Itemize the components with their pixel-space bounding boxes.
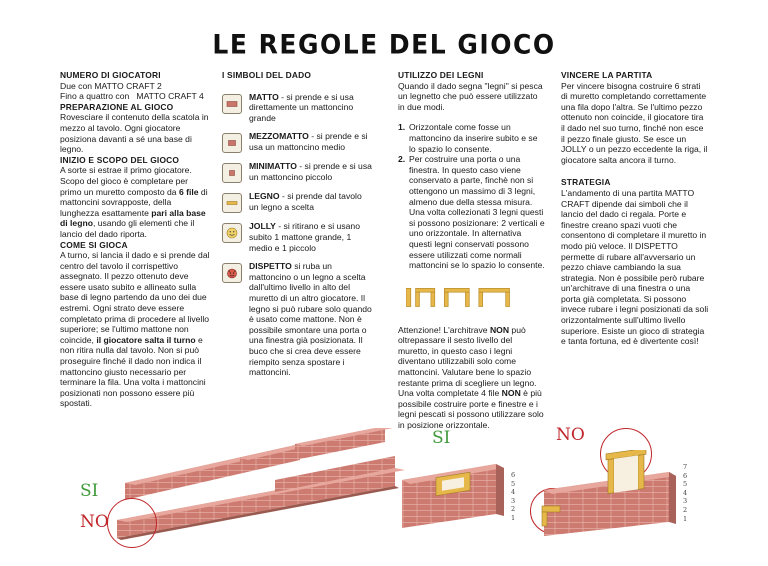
wall-window-illustration — [396, 450, 508, 530]
attenzione-text: Attenzione! L'architrave NON può oltrepassare il sesto livello del muretto, in questo caso i legni diventano utilizzabili solo come mattoncini. Valutare bene lo spazio restante prima di scegliere un legno. Una volta completate 4 file NON è più possibile costruire porte e finestre e i legni pescati si possono utilizzare solo in posizione orizzontale. — [398, 324, 544, 431]
smiley-icon — [222, 223, 242, 243]
dice-matto: MATTO - si prende e si usa direttamente un mattoncino grande — [222, 92, 372, 124]
devil-icon — [222, 263, 242, 283]
heading-numero: NUMERO DI GIOCATORI — [60, 70, 161, 80]
vincere-text: Per vincere bisogna costruire 6 strati di muretto completando correttamente una fila dopo l'altra. Se l'ultimo pezzo ottenuto non coincide, il giocatore tira il dado nel suo turno, finché non esce il pezzo finale giusto. Se esce un JOLLY o un pezzo eccedente la riga, il giocatore salta ancora il turno. — [561, 80, 708, 165]
brick-medium-icon — [222, 133, 242, 153]
wood-pieces-illustration — [406, 285, 545, 307]
level-scale-right: 7 6 5 4 3 2 1 — [683, 463, 688, 523]
error-circle-left — [107, 498, 157, 548]
legni-item-1: 1. Orizzontale come fosse un mattoncino da inserire subito e se lo spazio lo consente. — [398, 122, 538, 154]
label-no-right: NO — [556, 425, 585, 445]
label-si-left: SI — [80, 481, 99, 501]
heading-come-si-gioca: COME SI GIOCA — [60, 239, 128, 250]
wood-icon — [222, 193, 242, 213]
heading-strategia: STRATEGIA — [561, 177, 611, 188]
heading-legni: UTILIZZO DEI LEGNI — [398, 70, 484, 80]
dice-legno: LEGNO - si prende dal tavolo un legno a scelta — [222, 191, 372, 213]
dice-dispetto: DISPETTO si ruba un mattoncino o un legno a scelta dall'ultimo livello in alto del muretto di un altro giocatore. Il legno si può rubare solo quando è usato come mattone. Non è possibile smontare una porta o una finestra già posizionata. Il buco che si crea deve essere riempito senza spostare i mattoncini. — [222, 261, 372, 378]
strategia-text: L'andamento di una partita MATTO CRAFT dipende dai simboli che il lancio del dado ci regala. Porte e finestre creano spazi vuoti che consentono di completare il muretto in modo più veloce. Il DISPETTO permette di rubare all'avversario un pezzo chiave cambiando la sua strategia. Non è possibile però rubare un'architrave di una finestra o una porta già completata. Si possono invece rubare i legni posizionati da soli orizzontalmente sull'ultimo livello superiore. Esiste un gioco di strategia e tanta fortuna, ed è divertente così! — [561, 187, 709, 347]
legni-intro: Quando il dado segna "legni" si pesca un legnetto che può essere utilizzato in due modi. — [398, 80, 543, 112]
inizio-text: A sorte si estrae il primo giocatore. Scopo del gioco è completare per primo un muretto composto da 6 file di mattoncini sovrapposte, della lunghezza esattamente pari alla base di legno, usando gli elementi che il lancio del dado riporta. — [60, 165, 208, 239]
heading-simboli: I SIMBOLI DEL DADO — [222, 70, 312, 80]
heading-inizio: INIZIO E SCOPO DEL GIOCO — [60, 154, 180, 165]
column-dice-symbols — [222, 70, 372, 378]
level-scale-middle: 6 5 4 3 2 1 — [511, 471, 516, 522]
brick-small-icon — [222, 163, 242, 183]
label-si-middle: SI — [432, 428, 451, 448]
dice-jolly: JOLLY - si ritirano e si usano subito 1 mattone grande, 1 medio e 1 piccolo — [222, 221, 372, 253]
brick-large-icon — [222, 94, 242, 114]
label-no-left: NO — [80, 512, 109, 532]
column-vincere — [561, 70, 709, 347]
numero-line-1: Due con MATTO CRAFT 2 — [60, 80, 162, 91]
wall-window-wrong-illustration — [534, 450, 684, 540]
column-rules-basics — [60, 70, 210, 409]
legni-item-2: 2. Per costruire una porta o una finestra. In questo caso viene conservato a parte, finchè non si ottengono un massimo di 3 legni, almeno due della stessa misura. Una volta collezionati 3 legni questi si possono posizionare: 2 verticali e uno orizzontale. In alternativa questi legni conservati possono essere utilizzati come normali mattoncini se lo spazio lo consente. — [398, 154, 545, 271]
column-legni — [398, 70, 545, 431]
heading-vincere: VINCERE LA PARTITA — [561, 70, 653, 80]
heading-preparazione: PREPARAZIONE AL GIOCO — [60, 101, 174, 112]
dice-minimatto: MINIMATTO - si prende e si usa un mattoncino piccolo — [222, 161, 372, 183]
come-text: A turno, si lancia il dado e si prende dal centro del tavolo il corrispettivo assegnato. Il pezzo ottenuto deve essere usato subito e allineato sulla base di legno partendo da uno dei due estremi. Ogni strato deve essere completato prima di procedere al livello superiore; se l'ultimo mattone non coincide, il giocatore salta il turno e non ritira nulla dal tavolo. Non si può proseguire finché il dado non indica il mattoncino giusto necessario per terminare la fila. Una volta i mattoncini posizionati non possono essere più spostati. — [60, 250, 210, 409]
prep-text: Rovesciare il contenuto della scatola in mezzo al tavolo. Ogni giocatore posiziona davanti a sé una base di legno. — [60, 112, 209, 155]
numero-line-2: Fino a quattro con MATTO CRAFT 4 — [60, 91, 204, 102]
page-title: LE REGOLE DEL GIOCO — [212, 29, 556, 60]
dice-mezzomatto: MEZZOMATTO - si prende e si usa un mattoncino medio — [222, 131, 372, 153]
